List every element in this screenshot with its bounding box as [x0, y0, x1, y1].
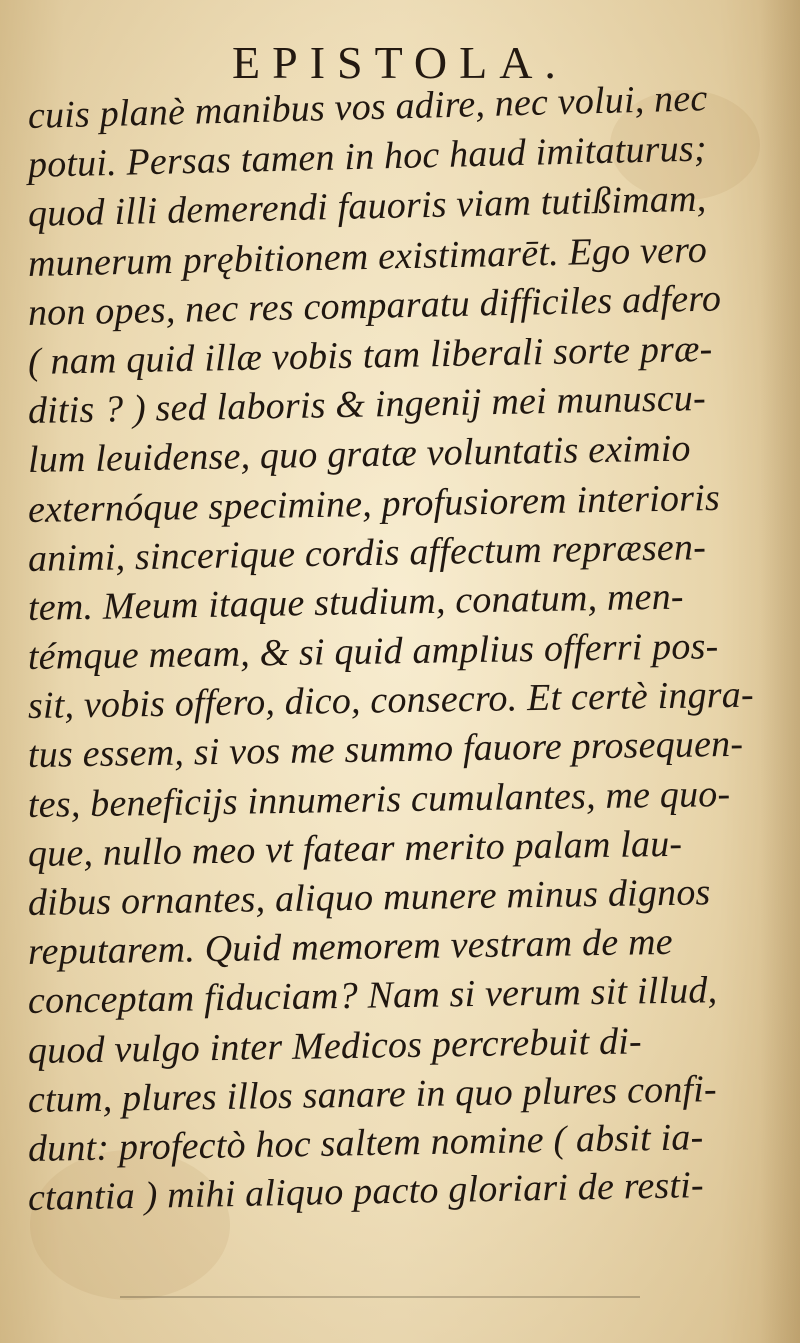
text-line: ( nam quid illæ vobis tam liberali sorte præ-	[27, 327, 713, 383]
text-line: dunt: profectò hoc saltem nomine ( absit ia-	[27, 1116, 704, 1170]
text-line: cuis planè manibus vos adire, nec volui, nec	[27, 77, 708, 137]
text-line: externóque specimine, profusiorem interioris	[27, 476, 721, 531]
text-line: munerum prębitionem existimarēt. Ego vero	[27, 228, 708, 285]
text-line: tem. Meum itaque studium, conatum, men-	[27, 575, 685, 629]
text-line: ditis ? ) sed laboris & ingenij mei munuscu-	[27, 377, 707, 433]
page-heading: EPISTOLA.	[232, 37, 568, 88]
text-line: quod illi demerendi fauoris viam tutißimam,	[27, 177, 707, 236]
text-line: ctantia ) mihi aliquo pacto gloriari de resti-	[27, 1164, 705, 1220]
text-line: sit, vobis offero, dico, consecro. Et certè ingra-	[27, 673, 755, 728]
text-line: quod vulgo inter Medicos percrebuit di-	[27, 1019, 643, 1072]
text-line: conceptam fiduciam? Nam si verum sit illud,	[27, 969, 718, 1023]
text-line: tes, beneficijs innumeris cumulantes, me quo-	[27, 772, 731, 826]
text-line: dibus ornantes, aliquo munere minus dignos	[27, 871, 711, 924]
text-line: potui. Persas tamen in hoc haud imitaturus;	[27, 127, 708, 187]
text-line: témque meam, & si quid amplius offerri pos-	[27, 625, 719, 679]
text-line: lum leuidense, quo gratæ voluntatis eximio	[27, 427, 692, 482]
text-line: tus essem, si vos me summo fauore prosequen-	[27, 723, 744, 777]
letter-body	[27, 77, 780, 1223]
text-line: non opes, nec res comparatu difficiles adfero	[27, 277, 722, 334]
text-line: que, nullo meo vt fatear merito palam lau-	[27, 822, 683, 875]
text-line: reputarem. Quid memorem vestram de me	[27, 921, 674, 974]
text-line: ctum, plures illos sanare in quo plures confi-	[27, 1067, 718, 1121]
ink-smudge	[120, 1296, 640, 1298]
text-line: animi, sincerique cordis affectum repræsen-	[27, 525, 707, 580]
